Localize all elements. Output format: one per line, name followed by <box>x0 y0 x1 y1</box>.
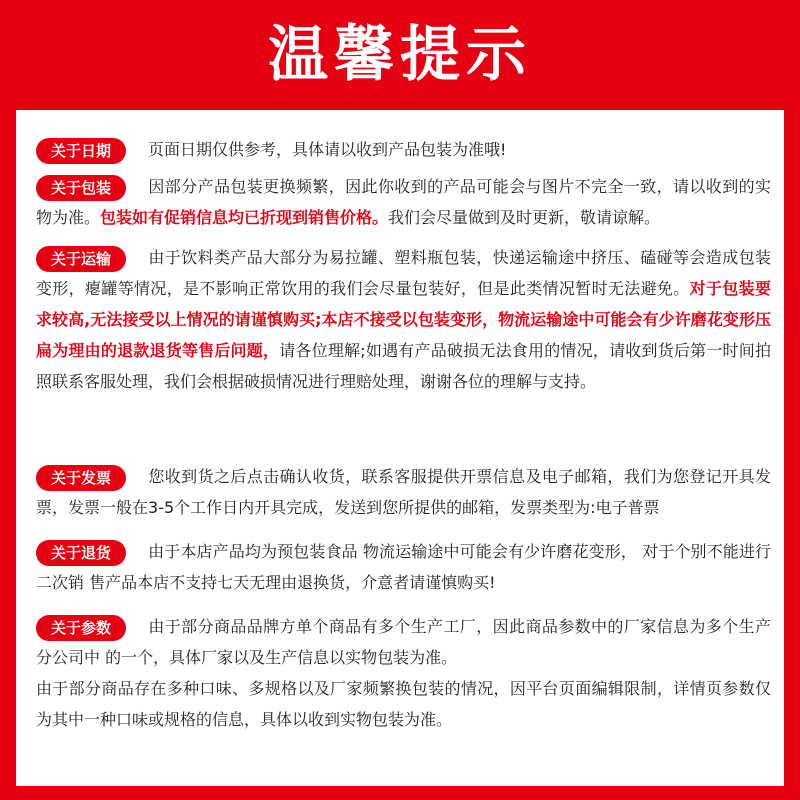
section-text-params-2: 由于部分商品存在多种口味、多规格以及厂家频繁换包装的情况，因平台页面编辑限制，详情页参数仅为其中一种口味或规格的信息，具体以收到实物包装为准。 <box>36 679 771 729</box>
section-text-packaging: 因部分产品包装更换频繁，因此你收到的产品可能会与图片不完全一致，请以收到的实物为准。包装如有促销信息均已折现到销售价格。我们会尽量做到及时更新，敬请谅解。 <box>36 177 771 227</box>
section-date <box>36 134 771 165</box>
section-label-shipping: 关于运输 <box>36 246 126 272</box>
section-packaging <box>36 171 771 233</box>
section-text-invoice: 您收到货之后点击确认收货，联系客服提供开票信息及电子邮箱，我们为您登记开具发票，发票一般在3-5个工作日内开具完成，发送到您所提供的邮箱，发票类型为:电子普票 <box>36 467 771 517</box>
page-title: 温馨提示 <box>268 20 532 90</box>
section-shipping <box>36 242 771 397</box>
section-label-invoice: 关于发票 <box>36 465 126 491</box>
section-text-date: 页面日期仅供参考，具体请以收到产品包装为准哦! <box>148 140 507 159</box>
section-label-packaging: 关于包装 <box>36 175 126 201</box>
section-label-params: 关于参数 <box>36 615 126 641</box>
section-label-date: 关于日期 <box>36 138 126 164</box>
section-invoice <box>36 461 771 523</box>
section-text-returns: 由于本店产品均为预包装食品 物流运输途中可能会有少许磨花变形， 对于个别不能进行二次销 售产品本店不支持七天无理由退换货，介意者请谨慎购买! <box>36 542 771 592</box>
notice-panel <box>16 110 784 786</box>
section-returns <box>36 536 771 598</box>
section-label-returns: 关于退货 <box>36 540 126 566</box>
section-text-params: 由于部分商品品牌方单个商品有多个生产工厂，因此商品参数中的厂家信息为多个生产分公司中 的一个，具体厂家以及生产信息以实物包装为准。 <box>36 617 771 667</box>
section-params <box>36 611 771 735</box>
packaging-highlight: 包装如有促销信息均已折现到销售价格。 <box>100 208 389 227</box>
shipping-highlight: 对于包装要求较高,无法接受以上情况的请谨慎购买;本店不接受以包装变形，物流运输途中可能会有少许磨花变形压扁为理由的退款退货等售后问题， <box>36 279 771 360</box>
section-text-shipping: 由于饮料类产品大部分为易拉罐、塑料瓶包装，快递运输途中挤压、磕碰等会造成包装变形，瘪罐等情况，是不影响正常饮用的我们会尽量包装好，但是此类情况暂时无法避免。对于包装要求较高,无法接受以上情况的请谨慎购买;本店不接受以包装变形，物流运输途中可能会有少许磨花变形压扁为理由的退款退货等售后问题，请各位理解;如遇有产品破损无法食用的情况，请收到货后第一时间拍照联系客服处理，我们会根据破损情况进行理赔处理，谢谢各位的理解与支持。 <box>36 248 771 391</box>
